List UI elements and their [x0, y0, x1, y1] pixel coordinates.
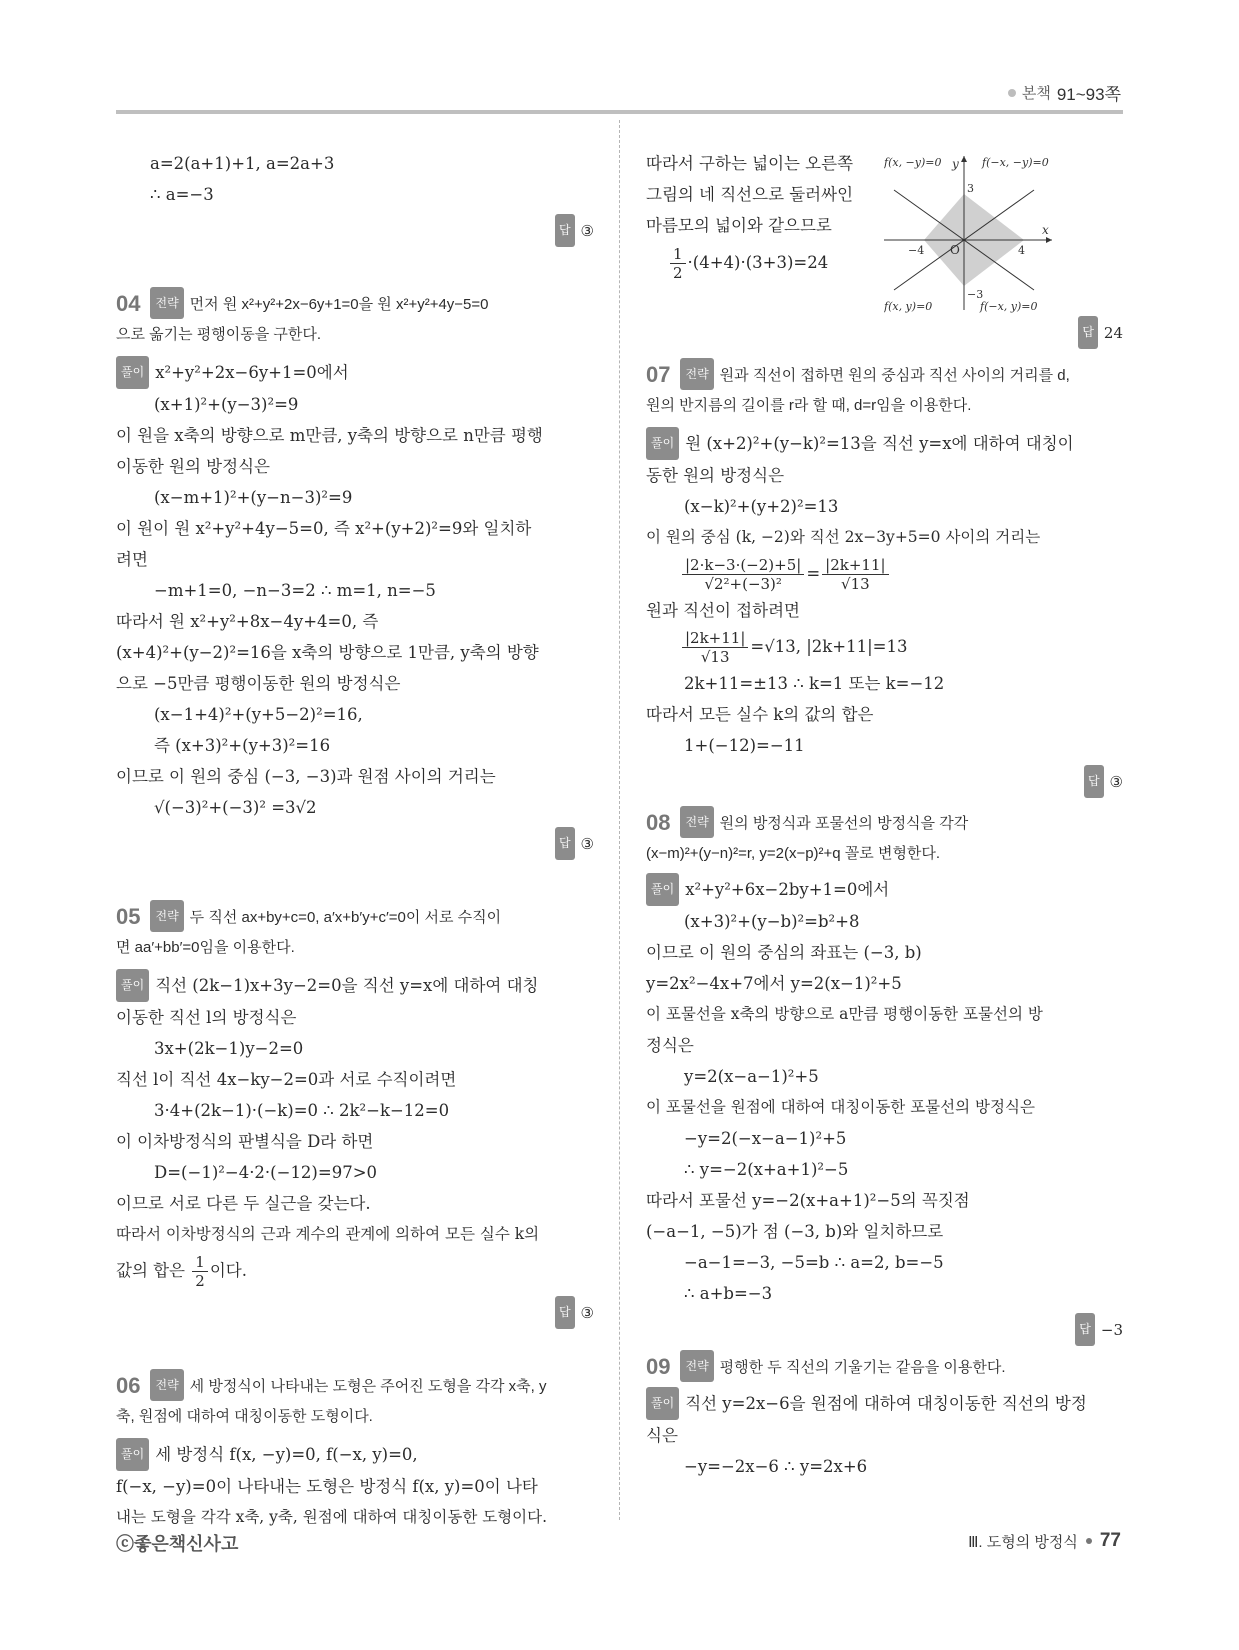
strategy-badge: 전략 — [150, 1369, 183, 1401]
fraction-numerator: 1 — [670, 245, 686, 264]
solution-line: 정식은 — [646, 1036, 694, 1055]
fraction — [682, 629, 748, 666]
solution-line: 3·4+(2k−1)·(−k)=0 ∴ 2k²−k−12=0 — [154, 1101, 450, 1120]
strategy-text: 두 직선 ax+by+c=0, a′x+b′y+c′=0이 서로 수직이 — [189, 909, 502, 926]
strategy-text: 원의 반지름의 길이를 r라 할 때, d=r임을 이용한다. — [646, 397, 972, 414]
bullet-dot-icon — [1086, 1538, 1092, 1544]
fraction-denominator: √13 — [700, 648, 730, 666]
solution-text: ·(4+4)·(3+3)=24 — [687, 253, 829, 272]
top-rule — [116, 110, 1123, 114]
solution-badge: 풀이 — [646, 427, 679, 460]
answer-tag: 답 — [555, 1296, 575, 1329]
x-axis-label: x — [1042, 223, 1049, 237]
bullet-dot-icon — [1008, 89, 1016, 97]
solution-text: x²+y²+6x−2by+1=0에서 — [685, 880, 890, 899]
solution-line: (x−m+1)²+(y−n−3)²=9 — [154, 488, 353, 507]
solution-line: f(−x, −y)=0이 나타내는 도형은 방정식 f(x, y)=0이 나타 — [116, 1477, 538, 1496]
solution-line: 그림의 네 직선으로 둘러싸인 — [646, 185, 854, 204]
solution-line: −a−1=−3, −5=b ∴ a=2, b=−5 — [684, 1253, 944, 1272]
solution-line: 이 원을 x축의 방향으로 m만큼, y축의 방향으로 n만큼 평행 — [116, 426, 543, 445]
answer-line — [646, 765, 1123, 798]
problem-number: 09 — [646, 1354, 671, 1379]
tick-label: 4 — [1018, 244, 1025, 257]
fraction-numerator: |2·k−3·(−2)+5| — [682, 556, 804, 575]
answer-tag: 답 — [1078, 316, 1098, 349]
fraction — [670, 245, 686, 282]
chapter-title: Ⅲ. 도형의 방정식 — [968, 1533, 1078, 1551]
answer-line — [116, 214, 594, 247]
answer-tag: 답 — [1075, 1313, 1095, 1346]
answer-tag: 답 — [1084, 765, 1104, 798]
strategy-text: (x−m)²+(y−n)²=r, y=2(x−p)²+q 꼴로 변형한다. — [646, 845, 941, 862]
problem-number: 08 — [646, 810, 671, 835]
solution-line: 이동한 직선 l의 방정식은 — [116, 1008, 297, 1027]
solution-line: √(−3)²+(−3)² =3√2 — [154, 798, 317, 817]
solution-line: 내는 도형을 각각 x축, y축, 원점에 대하여 대칭이동한 도형이다. — [116, 1508, 548, 1526]
solution-text: 세 방정식 f(x, −y)=0, f(−x, y)=0, — [155, 1445, 418, 1464]
x-axis-arrow-icon — [1046, 237, 1052, 243]
solution-text: 직선 (2k−1)x+3y−2=0을 직선 y=x에 대하여 대칭 — [155, 976, 539, 995]
solution-badge: 풀이 — [116, 1438, 149, 1471]
tick-label: 3 — [967, 182, 974, 195]
page-number: 77 — [1099, 1530, 1121, 1551]
line-label: f(−x, y)=0 — [980, 300, 1038, 313]
solution-line: −m+1=0, −n−3=2 ∴ m=1, n=−5 — [154, 581, 436, 600]
answer-value: ③ — [580, 835, 594, 853]
problem-number: 04 — [116, 291, 141, 316]
strategy-line — [116, 1369, 594, 1402]
answer-value: −3 — [1100, 1321, 1123, 1339]
line-label: f(x, y)=0 — [884, 300, 933, 313]
solution-line: 식은 — [646, 1426, 678, 1445]
strategy-badge: 전략 — [680, 1350, 713, 1382]
problem-number: 05 — [116, 904, 141, 929]
solution-text: 값의 합은 — [116, 1261, 186, 1280]
y-axis-arrow-icon — [961, 156, 967, 162]
solution-line — [116, 1250, 594, 1292]
problem-06-continued — [646, 148, 1123, 348]
strategy-line — [116, 900, 594, 933]
strategy-text: 먼저 원 x²+y²+2x−6y+1=0을 원 x²+y²+4y−5=0 — [189, 296, 489, 313]
strategy-text: 축, 원점에 대하여 대칭이동한 도형이다. — [116, 1408, 373, 1425]
cont-line: ∴ a=−3 — [150, 185, 214, 204]
strategy-text: 원의 방정식과 포물선의 방정식을 각각 — [719, 815, 969, 832]
solution-line: (x+4)²+(y−2)²=16을 x축의 방향으로 1만큼, y축의 방향 — [116, 643, 539, 662]
solution-line: y=2x²−4x+7에서 y=2(x−1)²+5 — [646, 974, 902, 993]
origin-label: O — [950, 243, 960, 257]
answer-value: ③ — [580, 1304, 594, 1322]
fraction-denominator: √13 — [841, 575, 870, 593]
solution-line: −y=2(−x−a−1)²+5 — [684, 1129, 847, 1148]
problem-04 — [116, 287, 594, 860]
solution-line: ∴ y=−2(x+a+1)²−5 — [684, 1160, 849, 1179]
solution-line: 려면 — [116, 550, 148, 569]
solution-line: 이 포물선을 x축의 방향으로 a만큼 평행이동한 포물선의 방 — [646, 1005, 1043, 1023]
line-label: f(x, −y)=0 — [884, 156, 942, 169]
strategy-line — [646, 358, 1123, 391]
solution-text: x²+y²+2x−6y+1=0에서 — [155, 363, 349, 382]
solution-line — [646, 427, 1123, 460]
solution-line: 이 포물선을 원점에 대하여 대칭이동한 포물선의 방정식은 — [646, 1098, 1035, 1116]
solution-text: =√13, |2k+11|=13 — [750, 637, 908, 656]
answer-line — [646, 1313, 1123, 1346]
y-axis-label: y — [952, 157, 959, 171]
solution-line: 따라서 모든 실수 k의 값의 합은 — [646, 705, 874, 724]
strategy-text: 평행한 두 직선의 기울기는 같음을 이용한다. — [719, 1359, 1006, 1376]
tangent-equation — [646, 626, 1123, 668]
solution-line: 따라서 원 x²+y²+8x−4y+4=0, 즉 — [116, 612, 379, 631]
problem-08 — [646, 806, 1123, 1346]
solution-line: 이 원의 중심 (k, −2)와 직선 2x−3y+5=0 사이의 거리는 — [646, 528, 1041, 546]
page-reference — [1008, 80, 1121, 105]
problem-06 — [116, 1369, 594, 1533]
strategy-line — [646, 806, 1123, 839]
solution-line: 따라서 이차방정식의 근과 계수의 관계에 의하여 모든 실수 k의 — [116, 1225, 540, 1243]
solution-line: 따라서 포물선 y=−2(x+a+1)²−5의 꼭짓점 — [646, 1191, 970, 1210]
footer-chapter — [968, 1530, 1121, 1552]
solution-line: D=(−1)²−4·2·(−12)=97>0 — [154, 1163, 378, 1182]
strategy-text: 세 방정식이 나타내는 도형은 주어진 도형을 각각 x축, y — [189, 1378, 547, 1395]
solution-line: 1+(−12)=−11 — [684, 736, 805, 755]
solution-badge: 풀이 — [646, 1387, 679, 1420]
solution-line — [116, 1438, 594, 1471]
strategy-badge: 전략 — [150, 287, 183, 319]
solution-text: 원 (x+2)²+(y−k)²=13을 직선 y=x에 대하여 대칭이 — [685, 434, 1074, 453]
strategy-text: 면 aa′+bb′=0임을 이용한다. — [116, 939, 295, 956]
solution-line — [116, 969, 594, 1002]
page-ref-range: 91~93쪽 — [1056, 85, 1121, 104]
fraction-denominator: 2 — [673, 264, 683, 282]
rhombus-graph — [884, 148, 1114, 313]
tick-label: −4 — [908, 244, 925, 257]
line-label: f(−x, −y)=0 — [982, 156, 1049, 169]
problem-05 — [116, 900, 594, 1329]
fraction — [822, 556, 888, 593]
page-ref-prefix: 본책 — [1021, 85, 1051, 102]
problem-number: 07 — [646, 362, 671, 387]
solution-text: 이다. — [209, 1261, 247, 1280]
solution-line: 동한 원의 방정식은 — [646, 466, 785, 485]
answer-tag: 답 — [555, 214, 575, 247]
strategy-badge: 전략 — [680, 358, 713, 390]
solution-line: 따라서 구하는 넓이는 오른쪽 — [646, 154, 854, 173]
strategy-line — [116, 287, 594, 320]
solution-line: (x−1+4)²+(y+5−2)²=16, — [154, 705, 363, 724]
problem-07 — [646, 358, 1123, 798]
column-divider — [619, 120, 620, 1520]
solution-text: 직선 y=2x−6을 원점에 대하여 대칭이동한 직선의 방정 — [685, 1394, 1087, 1413]
solution-badge: 풀이 — [116, 969, 149, 1002]
solution-line: 이므로 이 원의 중심 (−3, −3)과 원점 사이의 거리는 — [116, 767, 496, 786]
solution-line: 즉 (x+3)²+(y+3)²=16 — [154, 736, 331, 755]
answer-value: ③ — [580, 222, 594, 240]
solution-line — [646, 1387, 1123, 1420]
answer-line — [116, 1296, 594, 1329]
strategy-badge: 전략 — [680, 806, 713, 838]
solution-line: (x+3)²+(y−b)²=b²+8 — [684, 912, 860, 931]
solution-line: 이 원이 원 x²+y²+4y−5=0, 즉 x²+(y+2)²=9와 일치하 — [116, 519, 532, 538]
fraction-denominator: 2 — [195, 1272, 205, 1290]
solution-badge: 풀이 — [646, 873, 679, 906]
solution-line: (x+1)²+(y−3)²=9 — [154, 395, 299, 414]
fraction-numerator: |2k+11| — [682, 629, 748, 648]
strategy-badge: 전략 — [150, 900, 183, 932]
strategy-line — [646, 1350, 1123, 1383]
strategy-text: 원과 직선이 접하면 원의 중심과 직선 사이의 거리를 d, — [719, 367, 1070, 384]
answer-line — [116, 827, 594, 860]
answer-line — [1078, 316, 1123, 349]
solution-line: ∴ a+b=−3 — [684, 1284, 773, 1303]
solution-line: (x−k)²+(y+2)²=13 — [684, 497, 839, 516]
solution-line: 원과 직선이 접하려면 — [646, 601, 800, 620]
distance-formula: $\frac{|2\cdot k-3\cdot(-2)+5|}{\text{√2²+(−3)²}}$ = $\frac{|2k+11|}{√13}$ — [646, 553, 1123, 595]
answer-tag: 답 — [555, 827, 575, 860]
tick-label: −3 — [967, 288, 984, 301]
cont-line: a=2(a+1)+1, a=2a+3 — [150, 154, 335, 173]
solution-line: −y=−2x−6 ∴ y=2x+6 — [684, 1457, 868, 1476]
fraction-numerator: 1 — [192, 1253, 208, 1272]
solution-line — [646, 873, 1123, 906]
solution-line: 3x+(2k−1)y−2=0 — [154, 1039, 304, 1058]
right-column — [646, 148, 1123, 1482]
problem-number: 06 — [116, 1373, 141, 1398]
fraction-denominator: √2²+(−3)² — [704, 575, 782, 593]
publisher-logo: ⓒ좋은책신사고 — [116, 1534, 239, 1554]
answer-value: ③ — [1109, 773, 1123, 791]
answer-value: 24 — [1103, 324, 1123, 342]
left-column — [116, 148, 594, 1533]
solution-line: 이므로 서로 다른 두 실근을 갖는다. — [116, 1194, 371, 1213]
strategy-text: 으로 옮기는 평행이동을 구한다. — [116, 326, 322, 343]
solution-line: 이 이차방정식의 판별식을 D라 하면 — [116, 1132, 374, 1151]
solution-badge: 풀이 — [116, 356, 149, 389]
solution-line: 직선 l이 직선 4x−ky−2=0과 서로 수직이려면 — [116, 1070, 457, 1089]
fraction-numerator: |2k+11| — [822, 556, 888, 575]
solution-line — [116, 356, 594, 389]
solution-line: y=2(x−a−1)²+5 — [684, 1067, 819, 1086]
solution-line: 이동한 원의 방정식은 — [116, 457, 270, 476]
fraction — [192, 1253, 208, 1290]
solution-line: 으로 −5만큼 평행이동한 원의 방정식은 — [116, 674, 401, 693]
solution-line: 이므로 이 원의 중심의 좌표는 (−3, b) — [646, 943, 922, 962]
fraction — [682, 556, 804, 593]
solution-line: 2k+11=±13 ∴ k=1 또는 k=−12 — [684, 674, 945, 693]
problem-09 — [646, 1350, 1123, 1482]
solution-line: (−a−1, −5)가 점 (−3, b)와 일치하므로 — [646, 1222, 944, 1241]
solution-line: 마름모의 넓이와 같으므로 — [646, 216, 832, 235]
